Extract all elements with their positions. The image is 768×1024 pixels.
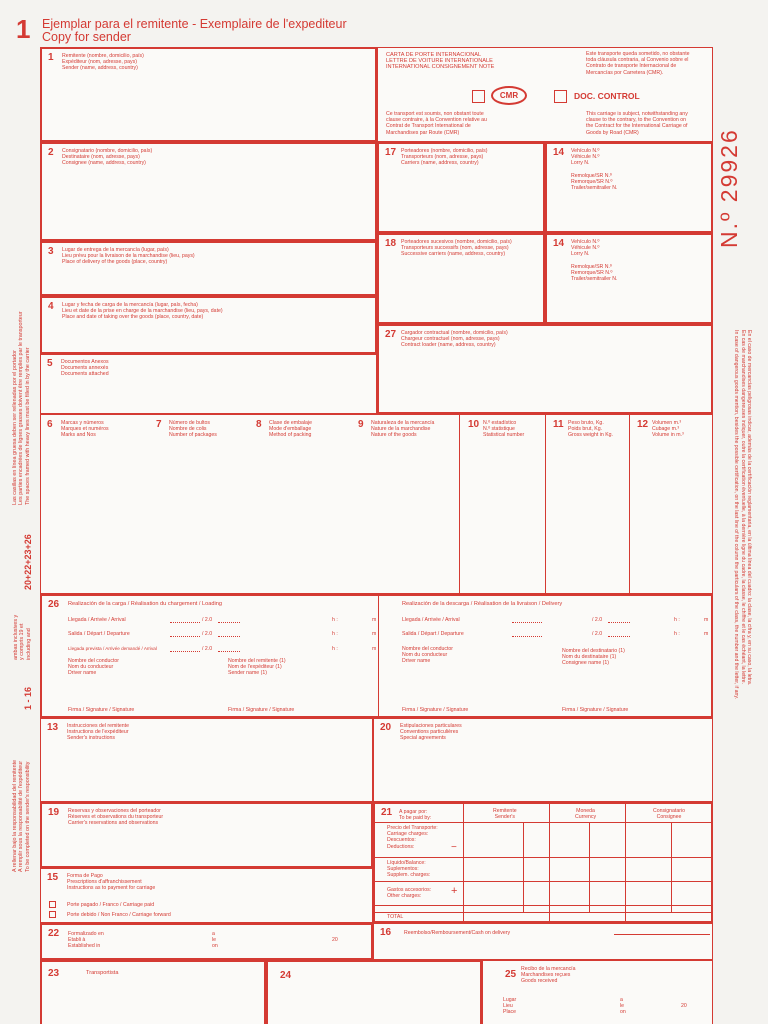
box-14-vehicle-a[interactable] (545, 142, 713, 233)
box-number: 27 (385, 329, 397, 340)
box-number: 25 (505, 969, 517, 980)
box-27-contract-loader[interactable] (377, 324, 713, 414)
hour-suffix: h : (332, 646, 338, 652)
to-be-paid-label: A pagar por: To be paid by: (399, 809, 432, 822)
box-label: Estipulaciones particulares Conventions particulières Special agreements (400, 723, 462, 742)
box-8-number: 8 (256, 419, 262, 430)
consignee-col-header: Consignatario Consignee (653, 808, 686, 821)
date-prefix: a le on (212, 931, 218, 950)
cmr-logo (491, 86, 527, 105)
min-suffix: m (372, 631, 377, 637)
margin-dangerous-goods: En el caso de mercancías peligrosas indicar, además de la certificación reglamentaria, en la última línea del cuadro: la clase, la cifra y, en su caso, la letra. En cas de marchandises dangereuses indiquer, outre la certification éventuelle, à la dernière ligne du cadre, la classe, le chiffre et le cas échéant, la lettre. In case of dangerous goods mention, besides the possible certification, on the last line of the column the particulars of the class, the number and the letter, if any. (733, 330, 752, 700)
box-number: 20 (380, 722, 392, 733)
box-label: Formalizado en Etabli à Established in (68, 931, 104, 950)
balance-label: Líquido/Balance: Suplementos: Supplem. charges: (387, 860, 431, 879)
box-label: Vehículo N.º Véhicule N.º Lorry N. Remolque/SR N.º Remorque/SR N.º Trailer/semitrailer N. (571, 239, 618, 283)
box-label: Consignatario (nombre, domicilio, país) Destinataire (nom, adresse, pays) Consignee (name, address, country) (62, 148, 153, 167)
margin-sender-responsibility: A rellenar bajo la responsabilidad del remitente A remplir sous la responsabilité de l'expéditeur To be completed on the sender's responsibility (12, 759, 31, 872)
box-25-goods-received[interactable] (482, 960, 713, 1024)
box-number: 1 (48, 52, 54, 63)
margin-heavy-lines-note: Las casillas en línea gruesa deben ser rellenadas por el portador Les parties encadrées de lignes grasses doivent être remplies par le transporteur The spaces framed with heavy lines must be filled in by the carrier (12, 311, 31, 505)
box-label: Instrucciones del remitente Instructions de l'expéditeur Sender's instructions (67, 723, 129, 742)
date-suffix: / 2.0 (202, 617, 213, 623)
cmr-checkbox[interactable] (472, 90, 485, 103)
hour-suffix: h : (332, 617, 338, 623)
box-number: 4 (48, 301, 54, 312)
currency-col-header: Moneda Currency (575, 808, 597, 821)
box-label: Reservas y observaciones del porteador Réserves et observations du transporteur Carrier's reservations and observations (68, 808, 164, 827)
loading-arrival-label: Llegada / Arrivée / Arrival (68, 617, 126, 623)
box-17-carriers[interactable] (377, 142, 545, 233)
box-label: Lugar y fecha de carga de la mercancía (lugar, país, fecha) Lieu et date de la prise en charge de la marchandise (lieu, pays, date) Place and date of taking over the goods (place, country, date) (62, 302, 223, 321)
box-11-number: 11 (553, 419, 564, 430)
carriage-forward-label: Porte debido / Non Franco / Carriage forward (67, 912, 171, 918)
carriage-charges-label: Precio del Transporte: Carriage charges: Descuentos: Deductions: (387, 825, 438, 850)
box-7-label: Número de bultos Nombre de colis Number of packages (169, 420, 217, 439)
copy-number: 1 (16, 14, 31, 44)
margin-box-range: 20+22+23+26 (23, 534, 33, 590)
box-number: 2 (48, 147, 54, 158)
box-12-label: Volumen m.³ Cubage m.³ Volume in m.³ (652, 420, 684, 439)
loading-driver-signature: Firma / Signature / Signature (68, 707, 135, 713)
box-4-loading-place[interactable] (40, 296, 377, 354)
box-10-label: N.º estadístico N.º statistique Statistical number (483, 420, 525, 439)
box-number: 19 (48, 807, 60, 818)
box-8-label: Clase de embalaje Mode d'emballage Method of packing (269, 420, 312, 439)
box-number: 15 (47, 872, 59, 883)
box-9-label: Naturaleza de la mercancía Nature de la marchandise Nature of the goods (371, 420, 435, 439)
box-26-loading-delivery[interactable] (40, 594, 713, 718)
loading-expected-label: Llegada prevista / Arrivée demandé / Arrival (68, 646, 157, 651)
minus-sign: − (451, 842, 457, 853)
consignee-name-labels: Nombre del destinatario (1) Nom du destinataire (1) Consignee name (1) (562, 648, 625, 667)
goods-section[interactable] (40, 414, 713, 594)
other-charges-label: Gastos accesorios: Other charges: (387, 887, 432, 900)
convention-en: This carriage is subject, notwithstanding any clause to the contrary, to the Convention on the Contract for the International Carriage of Goods by Road (CMR) (586, 111, 688, 136)
box-13-sender-instructions[interactable] (40, 718, 373, 802)
box-6-number: 6 (47, 419, 53, 430)
delivery-driver-signature: Firma / Signature / Signature (402, 707, 469, 713)
margin-inclusive: ambas inclusives y y compris 19 et including and (13, 614, 32, 660)
box-18-successive-carriers[interactable] (377, 233, 545, 324)
box-number: 13 (47, 722, 59, 733)
loading-departure-label: Salida / Départ / Departure (68, 631, 130, 637)
cmr-label: CMR (499, 91, 519, 100)
box-16-cash-on-delivery[interactable] (373, 923, 713, 960)
loading-title: Realización de la carga / Réalisation du chargement / Loading (68, 601, 222, 607)
box-9-number: 9 (358, 419, 364, 430)
box-7-number: 7 (156, 419, 162, 430)
box-label: Forma de Pago Prescriptions d'affranchissement Instructions as to payment for carriage (67, 873, 156, 892)
doc-control-checkbox[interactable] (554, 90, 567, 103)
box-number: 14 (553, 147, 565, 158)
date-suffix: / 2.0 (202, 646, 213, 652)
form-subtitle: Copy for sender (42, 30, 131, 44)
date-suffix: / 2.0 (592, 631, 603, 637)
box-number: 23 (48, 968, 60, 979)
box-number: 14 (553, 238, 565, 249)
box-label: Reembolso/Remboursement/Cash on delivery (404, 930, 511, 936)
box-2-consignee[interactable] (40, 142, 377, 241)
box-23-carrier-signature[interactable] (40, 960, 266, 1024)
box-20-special-agreements[interactable] (373, 718, 713, 802)
carriage-paid-checkbox[interactable] (49, 901, 56, 908)
year-prefix: 20 (681, 1003, 687, 1009)
box-3-delivery-place[interactable] (40, 241, 377, 296)
box-6-label: Marcas y números Marques et numéros Marks and Nos (61, 420, 109, 439)
box-number: 18 (385, 238, 397, 249)
date-prefix: a le on (620, 997, 626, 1016)
margin-box-range-sender: 1 - 16 (23, 686, 33, 710)
place-label: Lugar Lieu Place (503, 997, 517, 1016)
plus-sign: + (451, 885, 458, 897)
convention-es: Este transporte queda sometido, no obstante toda cláusula contraria, al Convenio sobre el Contrato de transporte Internacional de Mercancías por Carretera (CMR). (586, 51, 690, 76)
total-label: TOTAL (387, 914, 404, 920)
box-label: Remitente (nombre, domicilio, país) Expéditeur (nom, adresse, pays) Sender (name, address, country) (62, 53, 144, 72)
box-label: Recibo de la mercancía Marchandises reçues Goods received (521, 966, 576, 985)
box-12-number: 12 (637, 419, 649, 430)
box-number: 26 (48, 599, 60, 610)
box-label: Porteadores sucesivos (nombre, domicilio, país) Transporteurs successifs (nom, adresse, pays) Successive carriers (name, address, country) (401, 239, 512, 258)
box-number: 5 (47, 358, 53, 369)
box-14-vehicle-b[interactable] (545, 233, 713, 324)
box-number: 24 (280, 970, 292, 981)
year-prefix: 20 (332, 937, 338, 943)
box-15-payment[interactable] (40, 868, 373, 923)
carta-title: CARTA DE PORTE INTERNACIONAL LETTRE DE VOITURE INTERNATIONALE INTERNATIONAL CONSIGNEMENT NOTE (386, 52, 495, 71)
box-11-label: Peso bruto, Kg. Poids brut, Kg. Gross weight in Kg. (568, 420, 613, 439)
form-title: Ejemplar para el remitente - Exemplaire de l'expediteur (42, 17, 347, 31)
box-number: 21 (381, 807, 393, 818)
hour-suffix: h : (674, 617, 680, 623)
delivery-title: Realización de la descarga / Réalisation de la livraison / Delivery (402, 601, 563, 607)
box-10-number: 10 (468, 419, 480, 430)
box-label: Documentos Anexos Documents annexés Documents attached (61, 359, 109, 378)
box-label: Porteadores (nombre, domicilio, país) Transporteurs (nom, adresse, pays) Carriers (name, address, country) (401, 148, 488, 167)
delivery-arrival-label: Llegada / Arrivée / Arrival (402, 617, 460, 623)
delivery-consignee-signature: Firma / Signature / Signature (562, 707, 629, 713)
date-suffix: / 2.0 (592, 617, 603, 623)
box-1-sender[interactable] (40, 47, 377, 142)
box-24[interactable] (266, 960, 482, 1024)
carriage-paid-label: Porte pagado / Franco / Carriage paid (67, 902, 155, 908)
box-label: Cargador contractual (nombre, domicilio, país) Chargeur contractuel (nom, adresse, pays) Contract loader (name, address, country) (401, 330, 508, 349)
sender-col-header: Remitente Sender's (493, 808, 517, 821)
min-suffix: m (704, 631, 709, 637)
box-number: 22 (48, 928, 60, 939)
sender-name-labels: Nombre del remitente (1) Nom de l'expéditeur (1) Sender name (1) (228, 658, 286, 677)
serial-number: N.º 29926 (716, 128, 742, 248)
box-19-carrier-reservations[interactable] (40, 802, 373, 868)
hour-suffix: h : (674, 631, 680, 637)
box-number: 17 (385, 147, 397, 158)
hour-suffix: h : (332, 631, 338, 637)
delivery-driver-labels: Nombre del conductor Nom du conducteur Driver name (402, 646, 454, 665)
top-right-carta (377, 47, 713, 142)
loading-driver-labels: Nombre del conductor Nom du conducteur Driver name (68, 658, 120, 677)
box-number: 3 (48, 246, 54, 257)
delivery-departure-label: Salida / Départ / Departure (402, 631, 464, 637)
min-suffix: m (372, 617, 377, 623)
box-label: Vehículo N.º Véhicule N.º Lorry N. Remolque/SR N.º Remorque/SR N.º Trailer/semitrailer N. (571, 148, 618, 192)
doc-control-label: DOC. CONTROL (574, 91, 640, 101)
box-21-charges[interactable] (373, 802, 713, 923)
box-label: Transportista (86, 970, 119, 976)
box-label: Lugar de entrega de la mercancía (lugar, país) Lieu prévu pour la livraison de la marchandise (lieu, pays) Place of delivery of the goods (place, country) (62, 247, 195, 266)
min-suffix: m (372, 646, 377, 652)
box-number: 16 (380, 927, 392, 938)
box-5-documents[interactable] (40, 354, 377, 414)
loading-sender-signature: Firma / Signature / Signature (228, 707, 295, 713)
carriage-forward-checkbox[interactable] (49, 911, 56, 918)
min-suffix: m (704, 617, 709, 623)
box-22-established[interactable] (40, 923, 373, 960)
convention-fr: Ce transport est soumis, non obstant toute clause contraire, à la Convention relative au Contrat de Transport International de Marchandises par Route (CMR) (386, 111, 487, 136)
date-suffix: / 2.0 (202, 631, 213, 637)
